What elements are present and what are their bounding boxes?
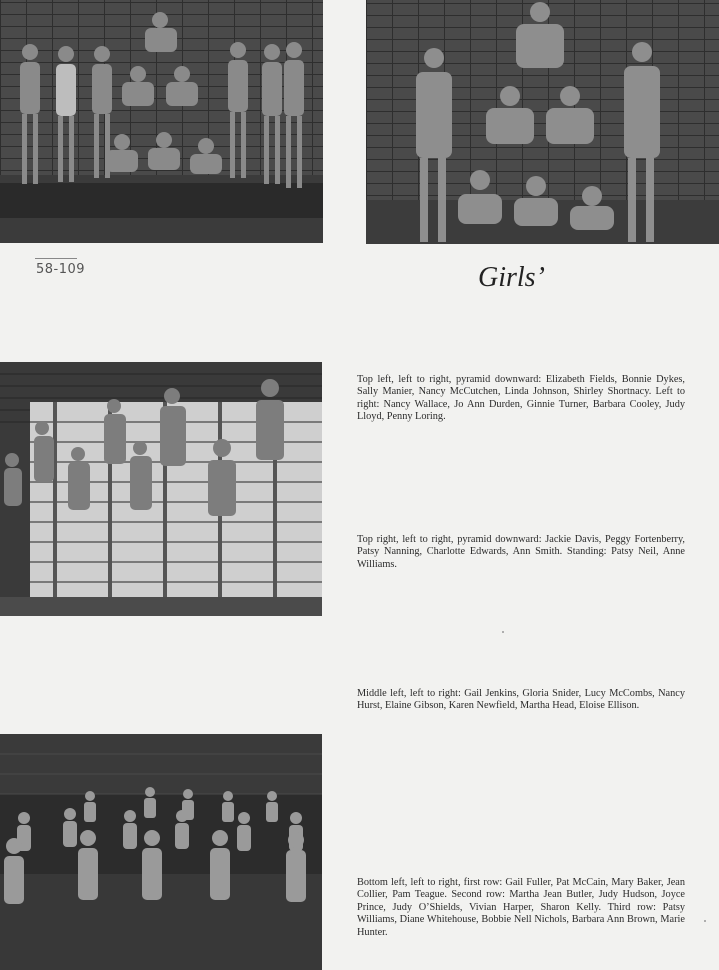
page-title: Girls’ xyxy=(478,262,545,293)
handwritten-note: 58-109 xyxy=(36,262,86,277)
photo-bottom-left xyxy=(0,734,322,970)
handwritten-underline xyxy=(35,258,77,259)
photo-middle-left xyxy=(0,362,322,616)
caption-middle-left: Middle left, left to right: Gail Jenkins, Gloria Snider, Lucy McCombs, Nancy Hurst, Elaine Gibson, Karen Newfield, Martha Head, Eloise Ellison. xyxy=(357,688,685,712)
caption-bottom-left: Bottom left, left to right, first row: Gail Fuller, Pat McCain, Mary Baker, Jean Collier, Pam Teague. Second row: Martha Jean Butler, Judy Hudson, Joyce Prince, Judy O’Shields, Vivian Harper, Sharon Kelly. Third row: Patsy Williams, Diane Whitehouse, Bobbie Nell Nichols, Barbara Ann Brown, Marie Hunter. xyxy=(357,877,685,938)
photo-icon xyxy=(0,734,322,970)
photo-icon xyxy=(366,0,719,244)
photo-icon xyxy=(0,0,323,243)
photo-top-right xyxy=(366,0,719,244)
caption-top-right: Top right, left to right, pyramid downward: Jackie Davis, Peggy Fortenberry, Patsy Nanning, Charlotte Edwards, Ann Smith. Standing: Patsy Neil, Anne Williams. xyxy=(357,534,685,570)
paper-speck xyxy=(502,631,504,633)
paper-speck xyxy=(704,920,706,922)
photo-icon xyxy=(0,362,322,616)
caption-top-left: Top left, left to right, pyramid downward: Elizabeth Fields, Bonnie Dykes, Sally Manier, Nancy McCutchen, Linda Johnson, Shirley Shortnacy. Left to right: Nancy Wallace, Jo Ann Durden, Ginnie Turner, Barbara Cooley, Judy Lloyd, Penny Loring. xyxy=(357,374,685,423)
photo-top-left xyxy=(0,0,323,243)
